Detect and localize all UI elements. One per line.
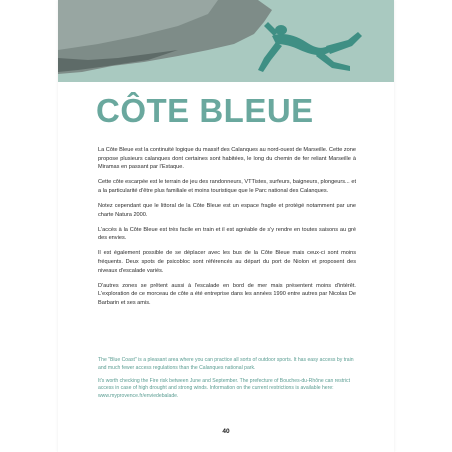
french-body-text	[98, 146, 356, 314]
english-summary-text	[98, 357, 360, 406]
paragraph: Cette côte escarpée est le terrain de jeu des randonneurs, VTTistes, surfeurs, baigneurs, plongeurs... et a la particularité d'être plus familiale et moins touristique que le Parc national des Calanques.	[98, 179, 356, 194]
paragraph: Notez cependant que le littoral de la Côte Bleue est un espace fragile et protégé notamment par une charte Natura 2000.	[98, 202, 356, 218]
climber-on-rock-photo	[58, 0, 394, 82]
rock-and-climber-illustration	[58, 0, 394, 82]
paragraph: La Côte Bleue est la continuité logique du massif des Calanques au nord-ouest de Marseille. Cette zone propose plusieurs calanques dont certaines sont habitées, le long du chemin de fer reliant Marseille à Miramas en passant par l'Estaque.	[98, 147, 356, 171]
paragraph: L'accès à la Côte Bleue est très facile en train et il est agréable de s'y rendre en toutes saisons au gré des envies.	[98, 226, 356, 242]
page-title: CÔTE BLEUE	[96, 92, 314, 129]
paragraph: D'autres zones se prêtent aussi à l'escalade en bord de mer mais présentent moins d'intérêt. L'exploration de ce morceau de côte a été entreprise dans les années 1990 entre autres par Nicolas De Barbarin et ses amis.	[98, 282, 356, 306]
climber-silhouette	[258, 22, 362, 72]
english-paragraph: It's worth checking the Fire risk between June and September. The prefecture of Bouches-du-Rhône can restrict access in case of high drought and strong winds. Information on the current restrictions is available here: www.myprovence.fr/enviedebalade.	[98, 377, 351, 399]
page-number: 40	[222, 428, 230, 435]
english-paragraph: The "Blue Coast" is a pleasant area where you can practice all sorts of outdoor sports. It has easy access by train and much fewer access regulations than the Calanques national park.	[98, 357, 354, 371]
paragraph: Il est également possible de se déplacer avec les bus de la Côte Bleue mais ceux-ci sont moins fréquents. Deux spots de psicobloc sont référencés au départ du port de Niolon et proposent des niveaux d'escalade variés.	[98, 250, 356, 274]
document-page	[58, 0, 394, 452]
